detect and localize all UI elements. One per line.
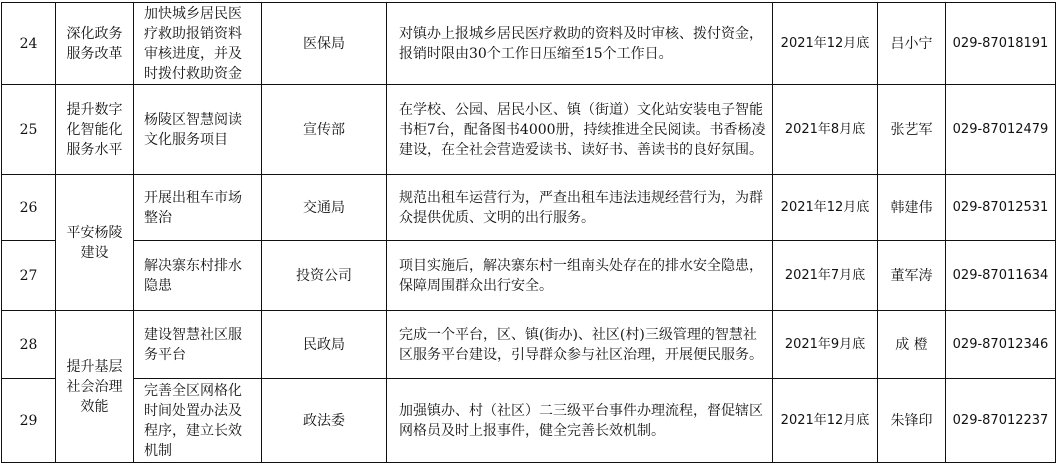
phone-cell: 029-87011634	[946, 241, 1056, 311]
task-cell: 建设智慧社区服务平台	[134, 311, 262, 379]
table-row	[2, 3, 1056, 85]
task-cell: 完善全区网格化时间处置办法及程序，建立长效机制	[134, 379, 262, 463]
table-row	[2, 379, 1056, 463]
category-cell: 提升基层社会治理效能	[56, 311, 134, 463]
phone-cell: 029-87012237	[946, 379, 1056, 463]
phone-cell: 029-87012479	[946, 85, 1056, 175]
contact-person-cell: 董军涛	[878, 241, 946, 311]
task-cell: 解决寨东村排水隐患	[134, 241, 262, 311]
phone-cell: 029-87012346	[946, 311, 1056, 379]
contact-person-cell: 成 橙	[878, 311, 946, 379]
department-cell: 政法委	[262, 379, 387, 463]
category-cell: 深化政务服务改革	[56, 3, 134, 85]
description-cell: 在学校、公园、居民小区、镇（街道）文化站安装电子智能书柜7台，配备图书4000册，持续推进全民阅读。书香杨凌建设，在全社会营造爱读书、读好书、善读书的良好氛围。	[387, 85, 773, 175]
deadline-cell: 2021年12月底	[773, 3, 878, 85]
description-cell: 完成一个平台，区、镇(街办)、社区(村)三级管理的智慧社区服务平台建设，引导群众参与社区治理，开展便民服务。	[387, 311, 773, 379]
table-row	[2, 241, 1056, 311]
table-row	[2, 85, 1056, 175]
description-cell: 规范出租车运营行为，严查出租车违法违规经营行为，为群众提供优质、文明的出行服务。	[387, 175, 773, 241]
row-number: 28	[2, 311, 56, 379]
deadline-cell: 2021年8月底	[773, 85, 878, 175]
row-number: 24	[2, 3, 56, 85]
table-row	[2, 175, 1056, 241]
phone-cell: 029-87012531	[946, 175, 1056, 241]
row-number: 25	[2, 85, 56, 175]
category-cell: 平安杨陵建设	[56, 175, 134, 311]
task-cell: 开展出租车市场整治	[134, 175, 262, 241]
contact-person-cell: 韩建伟	[878, 175, 946, 241]
row-number: 26	[2, 175, 56, 241]
phone-cell: 029-87018191	[946, 3, 1056, 85]
department-cell: 交通局	[262, 175, 387, 241]
deadline-cell: 2021年12月底	[773, 175, 878, 241]
table-row	[2, 311, 1056, 379]
deadline-cell: 2021年12月底	[773, 379, 878, 463]
task-cell: 加快城乡居民医疗救助报销资料审核进度，并及时拨付救助资金	[134, 3, 262, 85]
task-cell: 杨陵区智慧阅读文化服务项目	[134, 85, 262, 175]
row-number: 29	[2, 379, 56, 463]
contact-person-cell: 朱锋印	[878, 379, 946, 463]
deadline-cell: 2021年9月底	[773, 311, 878, 379]
description-cell: 项目实施后，解决寨东村一组南头处存在的排水安全隐患，保障周围群众出行安全。	[387, 241, 773, 311]
department-cell: 宣传部	[262, 85, 387, 175]
task-table	[1, 2, 1056, 463]
deadline-cell: 2021年7月底	[773, 241, 878, 311]
description-cell: 对镇办上报城乡居民医疗救助的资料及时审核、拨付资金，报销时限由30个工作日压缩至15个工作日。	[387, 3, 773, 85]
department-cell: 医保局	[262, 3, 387, 85]
department-cell: 投资公司	[262, 241, 387, 311]
description-cell: 加强镇办、村（社区）二三级平台事件办理流程，督促辖区网格员及时上报事件，健全完善长效机制。	[387, 379, 773, 463]
contact-person-cell: 吕小宁	[878, 3, 946, 85]
category-cell: 提升数字化智能化服务水平	[56, 85, 134, 175]
department-cell: 民政局	[262, 311, 387, 379]
row-number: 27	[2, 241, 56, 311]
contact-person-cell: 张艺军	[878, 85, 946, 175]
